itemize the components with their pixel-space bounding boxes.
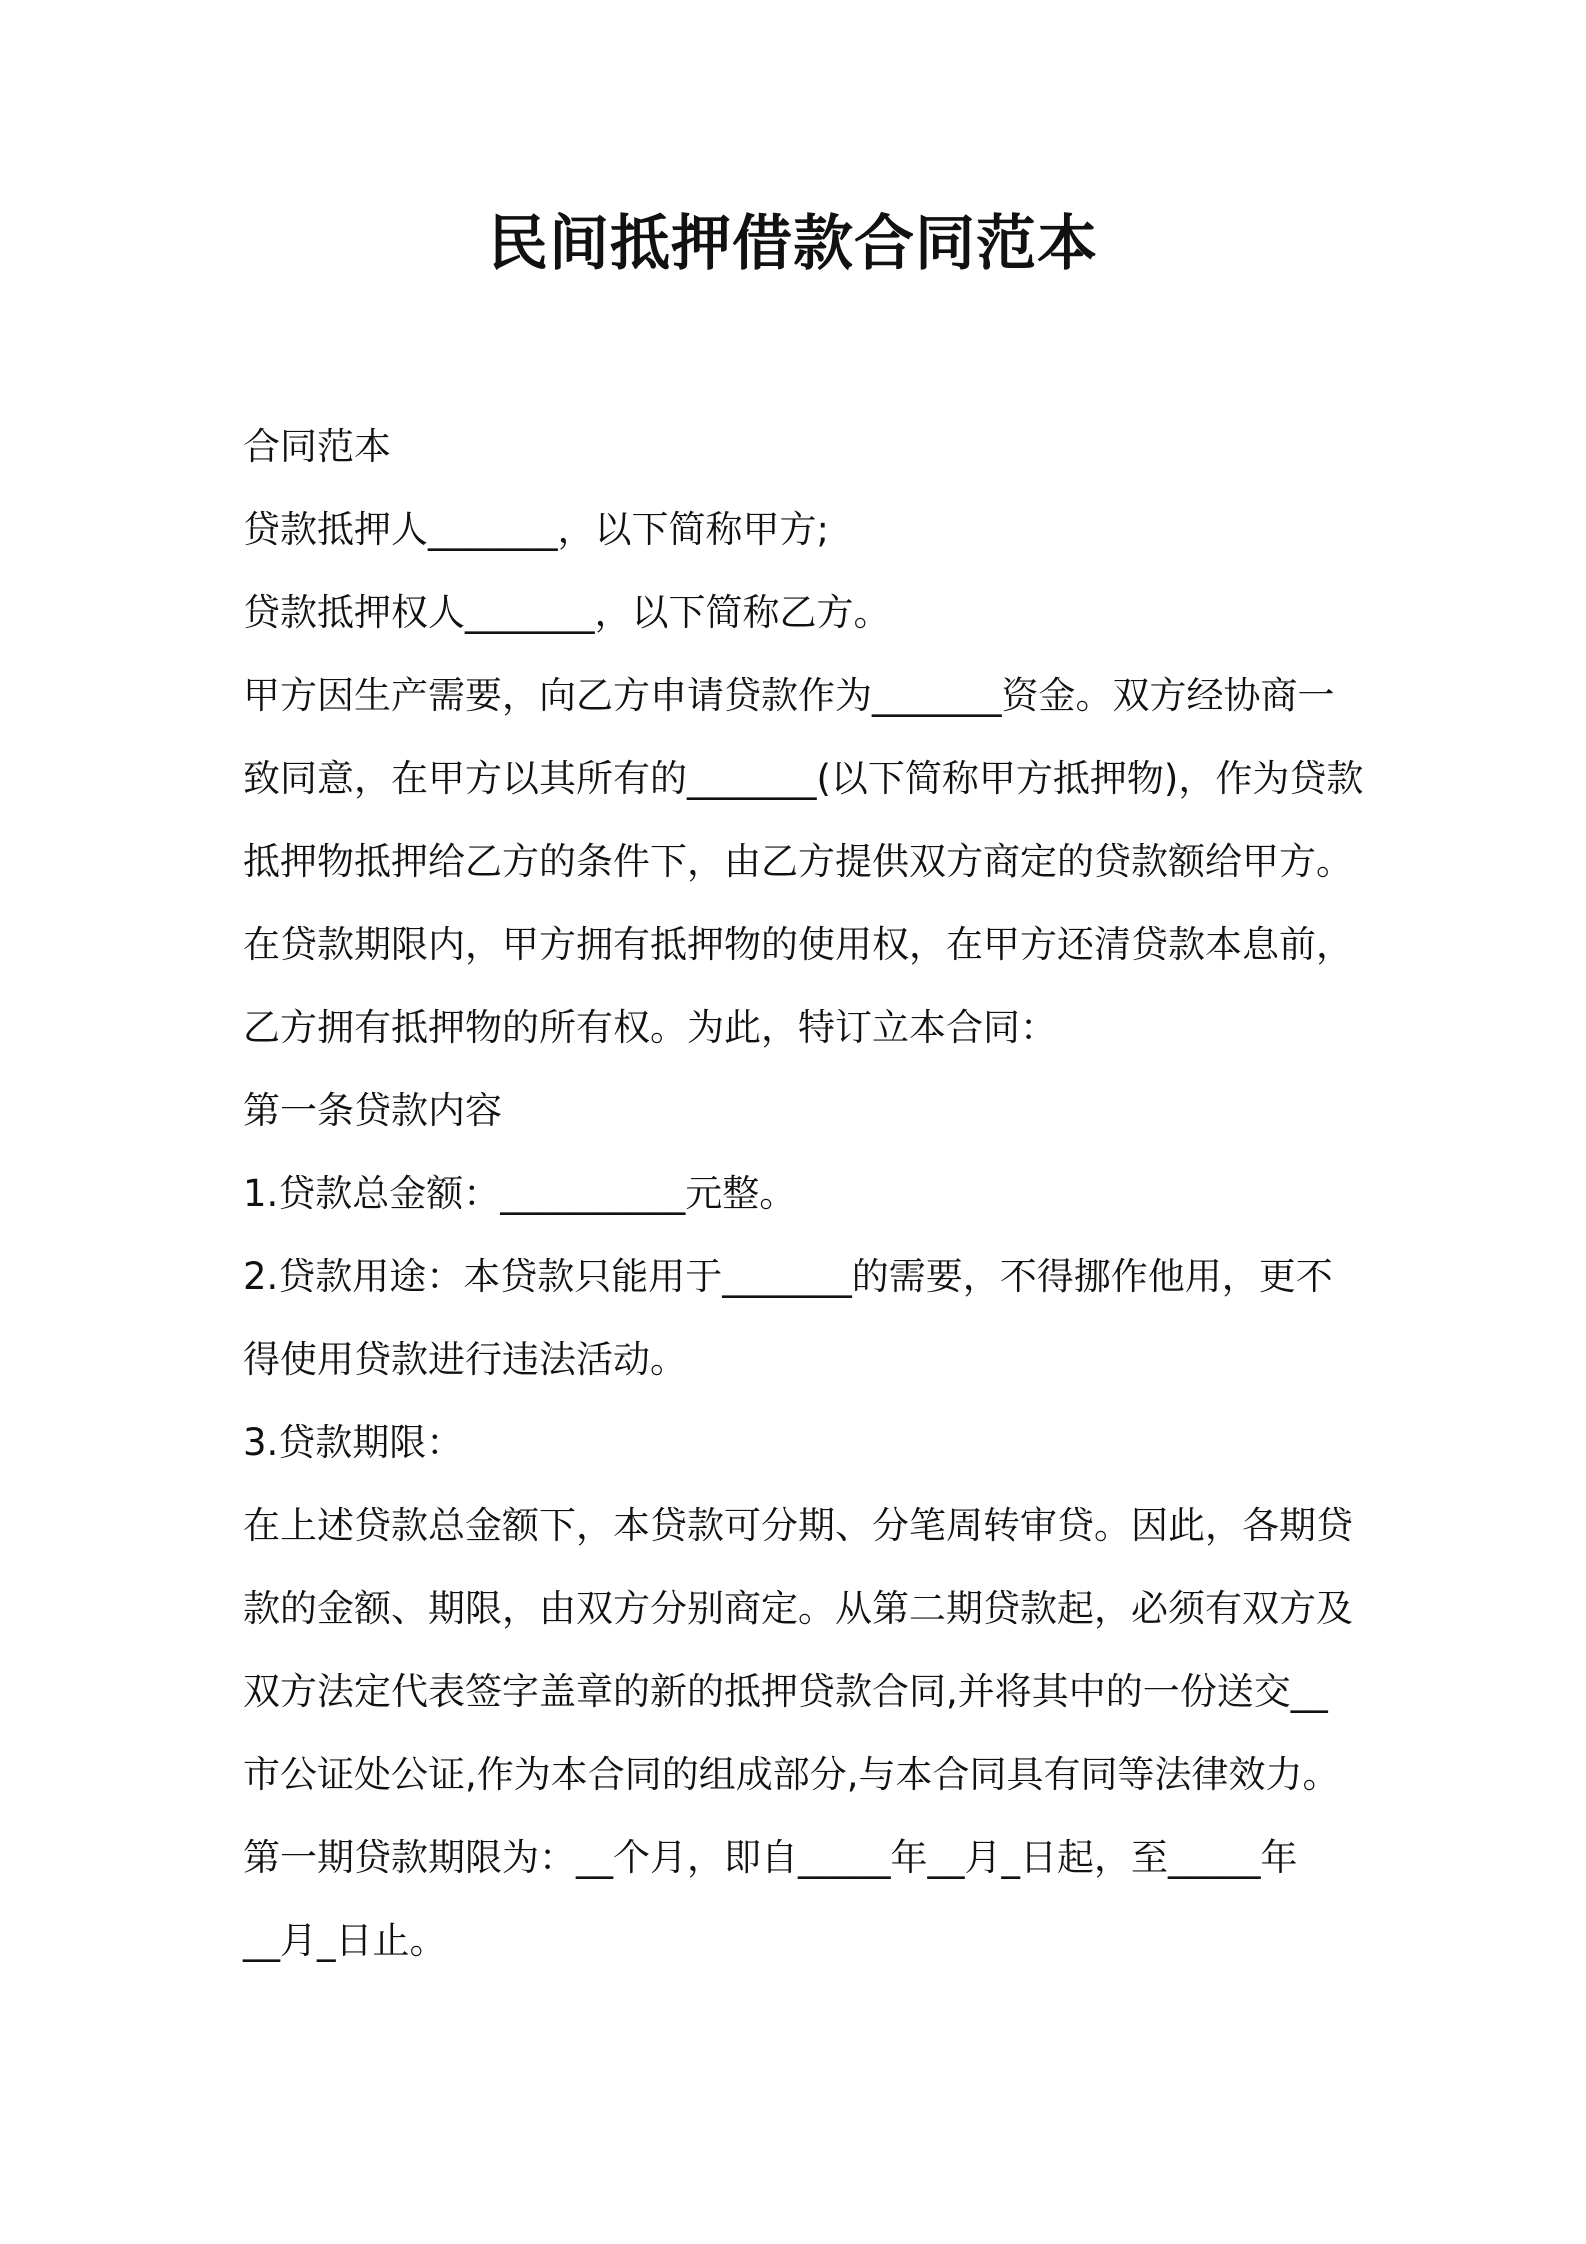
clause-line: 3.贷款期限：	[243, 1421, 464, 1464]
paragraph-line: 在上述贷款总金额下，本贷款可分期、分笔周转审贷。因此，各期贷	[243, 1504, 1353, 1547]
paragraph-line: 贷款抵押权人_______，以下简称乙方。	[243, 591, 891, 634]
paragraph-line: 市公证处公证,作为本合同的组成部分,与本合同具有同等法律效力。	[243, 1753, 1340, 1796]
paragraph-line: 致同意，在甲方以其所有的_______(以下简称甲方抵押物)，作为贷款	[243, 757, 1364, 800]
paragraph-line: 在贷款期限内，甲方拥有抵押物的使用权，在甲方还清贷款本息前，	[243, 923, 1353, 966]
section-heading: 合同范本	[243, 425, 391, 468]
document-body	[243, 405, 1364, 1982]
paragraph-line: 甲方因生产需要，向乙方申请贷款作为_______资金。双方经协商一	[243, 674, 1335, 717]
clause-line: 2.贷款用途：本贷款只能用于_______的需要，不得挪作他用，更不	[243, 1255, 1333, 1298]
clause-line: 得使用贷款进行违法活动。	[243, 1338, 687, 1381]
paragraph-line: 贷款抵押人_______，以下简称甲方;	[243, 508, 829, 551]
paragraph-line: 双方法定代表签字盖章的新的抵押贷款合同,并将其中的一份送交__	[243, 1670, 1328, 1713]
paragraph-line: 抵押物抵押给乙方的条件下，由乙方提供双方商定的贷款额给甲方。	[243, 840, 1353, 883]
paragraph-line: 第一期贷款期限为：__个月，即自_____年__月_日起，至_____年	[243, 1836, 1298, 1879]
article-heading: 第一条贷款内容	[243, 1089, 502, 1132]
paragraph-line: 款的金额、期限，由双方分别商定。从第二期贷款起，必须有双方及	[243, 1587, 1353, 1630]
document-title: 民间抵押借款合同范本	[488, 209, 1098, 279]
clause-line: 1.贷款总金额：__________元整。	[243, 1172, 797, 1215]
paragraph-line: 乙方拥有抵押物的所有权。为此，特订立本合同：	[243, 1006, 1057, 1049]
paragraph-line: __月_日止。	[243, 1919, 447, 1962]
